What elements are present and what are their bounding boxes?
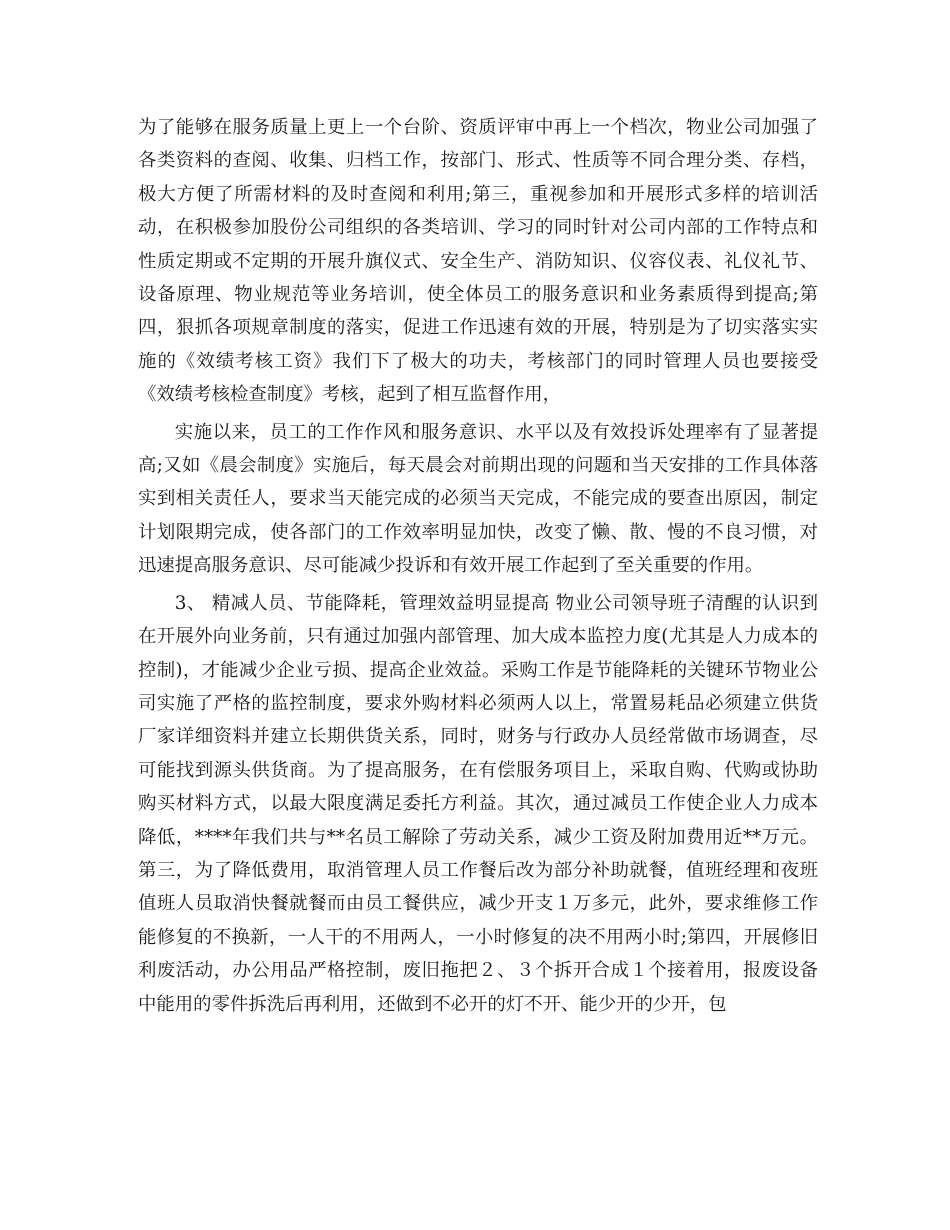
paragraph-2: 实施以来，员工的工作作风和服务意识、水平以及有效投诉处理率有了显著提高;又如《晨会制度》实施后，每天晨会对前期出现的问题和当天安排的工作具体落实到相关责任人，要求当天能完成的必须当天完成，不能完成的要查出原因，制定计划限期完成，使各部门的工作效率明显加快，改变了懒、散、慢的不良习惯，对迅速提高服务意识、尽可能减少投诉和有效开展工作起到了至关重要的作用。 <box>138 421 818 577</box>
document-body <box>138 111 818 1025</box>
paragraph-1: 为了能够在服务质量上更上一个台阶、资质评审中再上一个档次，物业公司加强了各类资料的查阅、收集、归档工作，按部门、形式、性质等不同合理分类、存档，极大方便了所需材料的及时查阅和利用;第三，重视参加和开展形式多样的培训活动，在积极参加股份公司组织的各类培训、学习的同时针对公司内部的工作特点和性质定期或不定期的开展升旗仪式、安全生产、消防知识、仪容仪表、礼仪礼节、设备原理、物业规范等业务培训，使全体员工的服务意识和业务素质得到提高;第四，狠抓各项规章制度的落实，促进工作迅速有效的开展，特别是为了切实落实实施的《效绩考核工资》我们下了极大的功夫，考核部门的同时管理人员也要接受《效绩考核检查制度》考核，起到了相互监督作用， <box>138 117 818 406</box>
paragraph-3: 3、 精减人员、节能降耗，管理效益明显提高 物业公司领导班子清醒的认识到在开展外向业务前，只有通过加强内部管理、加大成本监控力度(尤其是人力成本的控制)，才能减少企业亏损、提高企业效益。采购工作是节能降耗的关键环节物业公司实施了严格的监控制度，要求外购材料必须两人以上，常置易耗品必须建立供货厂家详细资料并建立长期供货关系，同时，财务与行政办人员经常做市场调查，尽可能找到源头供货商。为了提高服务，在有偿服务项目上，采取自购、代购或协助购买材料方式，以最大限度满足委托方利益。其次，通过减员工作使企业人力成本降低，****年我们共与**名员工解除了劳动关系，减少工资及附加费用近**万元。第三，为了降低费用，取消管理人员工作餐后改为部分补助就餐，值班经理和夜班值班人员取消快餐就餐而由员工餐供应，减少开支１万多元，此外，要求维修工作能修复的不换新，一人干的不用两人，一小时修复的决不用两小时;第四，开展修旧利废活动，办公用品严格控制，废旧拖把２、３个拆开合成１个接着用，报废设备中能用的零件拆洗后再利用，还做到不必开的灯不开、能少开的少开，包 <box>138 592 818 1015</box>
